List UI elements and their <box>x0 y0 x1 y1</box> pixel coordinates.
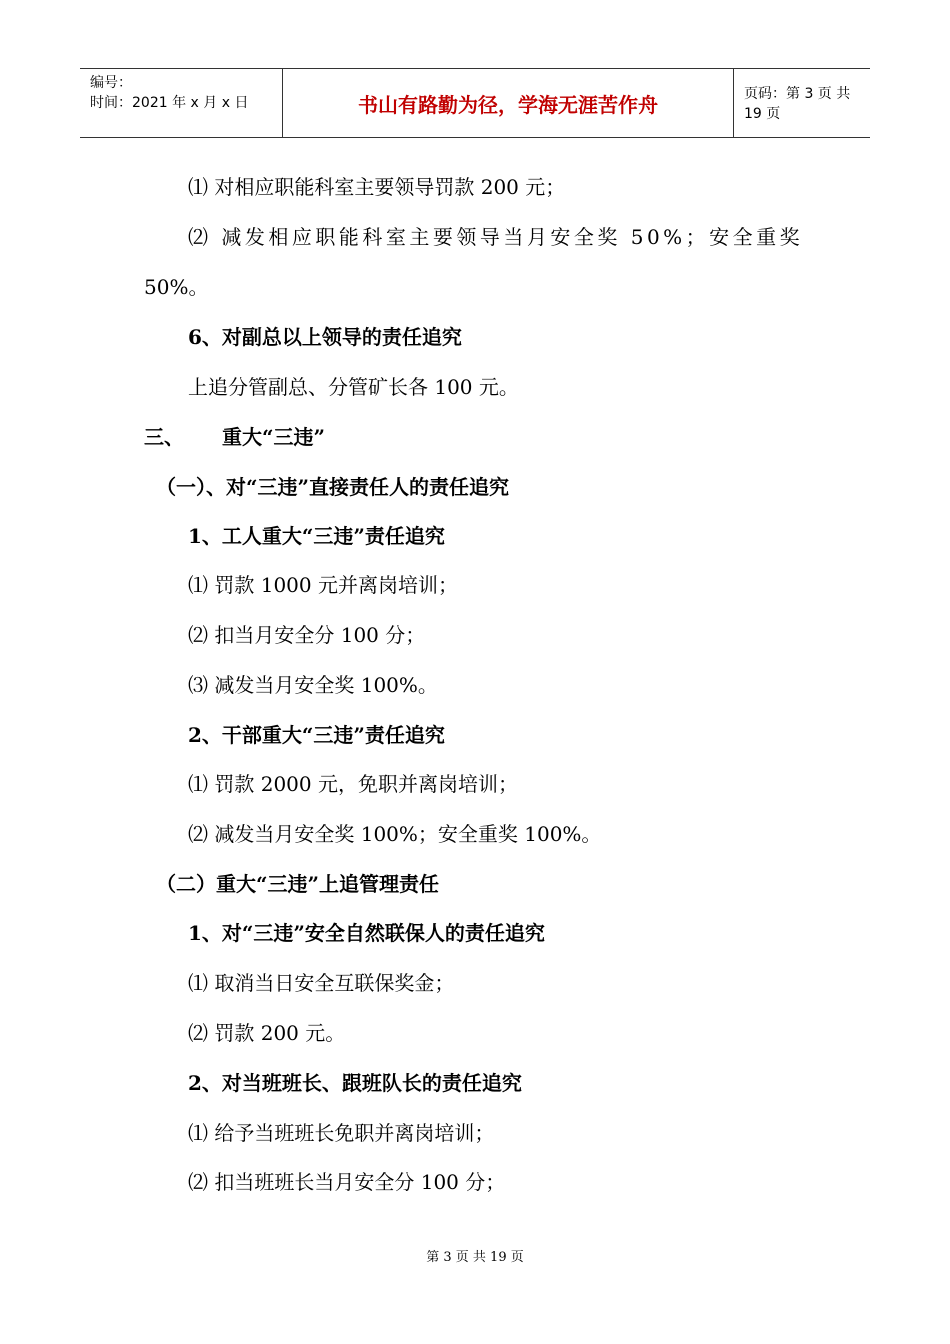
paragraph-line: ⑴ 对相应职能科室主要领导罚款 200 元； <box>188 175 566 199</box>
section-heading: 6、对副总以上领导的责任追究 <box>188 325 462 349</box>
paragraph-line: 50%。 <box>144 275 209 299</box>
subsection-heading: （二）重大“三违”上追管理责任 <box>156 872 440 896</box>
paragraph-line: ⑵ 罚款 200 元。 <box>188 1021 346 1045</box>
section-heading: 2、干部重大“三违”责任追究 <box>188 723 445 747</box>
section-heading: 1、工人重大“三违”责任追究 <box>188 524 445 548</box>
paragraph-line: 上追分管副总、分管矿长各 100 元。 <box>188 375 519 399</box>
paragraph-line: ⑴ 罚款 2000 元，免职并离岗培训； <box>188 772 518 796</box>
header-page-info: 页码：第 3 页 共 19 页 <box>744 86 851 122</box>
subsection-heading: （一）、对“三违”直接责任人的责任追究 <box>156 475 510 499</box>
header-meta <box>80 69 282 137</box>
paragraph-line: ⑴ 取消当日安全互联保奖金； <box>188 971 455 995</box>
paragraph-line: ⑵ 扣当月安全分 100 分； <box>188 623 426 647</box>
page-footer: 第 3 页 共 19 页 <box>426 1250 524 1265</box>
section-heading: 2、对当班班长、跟班队长的责任追究 <box>188 1071 522 1095</box>
chapter-heading: 重大“三违” <box>222 425 326 449</box>
paragraph-line: ⑵ 减发相应职能科室主要领导当月安全奖 50%；安全重奖 <box>188 225 804 249</box>
document-time: 时间：2021 年 x 月 x 日 <box>90 95 249 111</box>
paragraph-line: ⑶ 减发当月安全奖 100%。 <box>188 673 438 697</box>
section-heading: 1、对“三违”安全自然联保人的责任追究 <box>188 921 545 945</box>
page-header <box>80 68 870 138</box>
paragraph-line: ⑴ 给予当班班长免职并离岗培训； <box>188 1121 495 1145</box>
document-number-label: 编号： <box>90 75 132 91</box>
chapter-number: 三、 <box>144 425 184 449</box>
paragraph-line: ⑴ 罚款 1000 元并离岗培训； <box>188 573 458 597</box>
paragraph-line: ⑵ 扣当班班长当月安全分 100 分； <box>188 1170 506 1194</box>
paragraph-line: ⑵ 减发当月安全奖 100%；安全重奖 100%。 <box>188 822 602 846</box>
header-motto: 书山有路勤为径，学海无涯苦作舟 <box>282 69 734 137</box>
